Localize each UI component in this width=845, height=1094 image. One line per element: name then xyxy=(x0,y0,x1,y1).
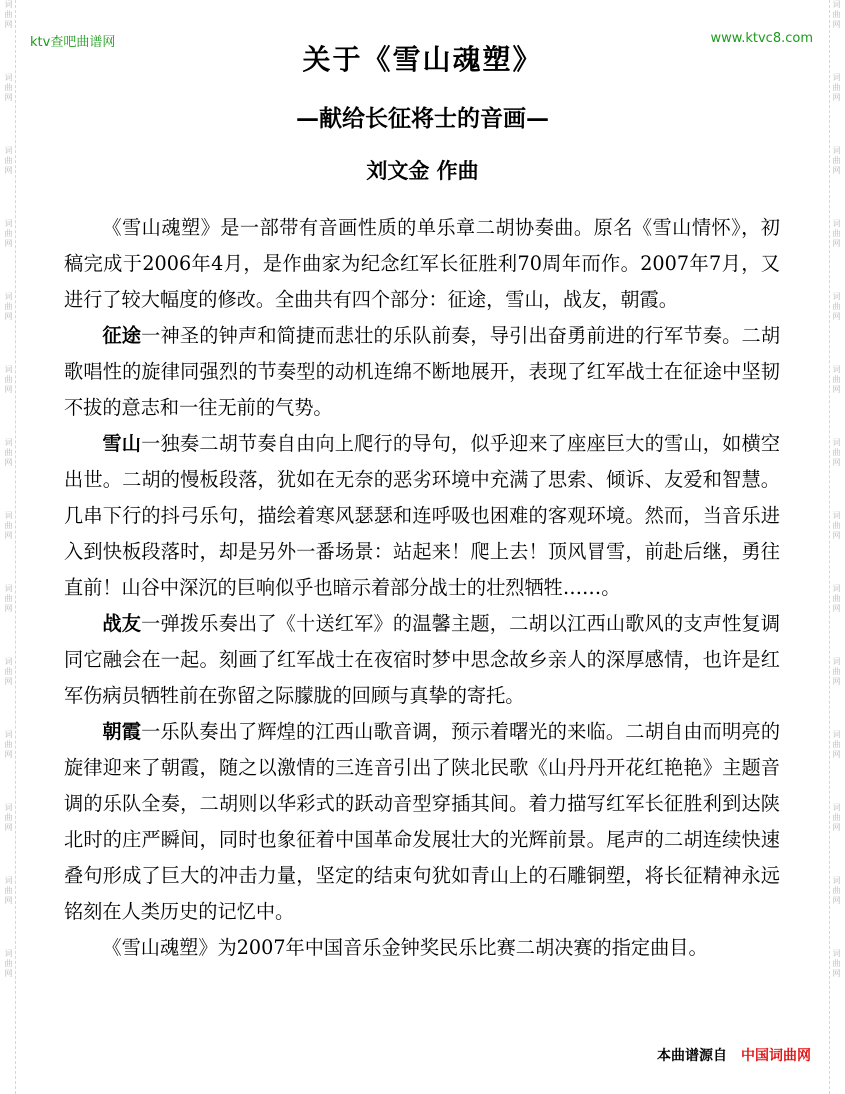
side-watermark-group xyxy=(5,438,13,468)
section-text: 一独奏二胡节奏自由向上爬行的导句，似乎迎来了座座巨大的雪山，如横空出世。二胡的慢板段落，犹如在无奈的恶劣环境中充满了思索、倾诉、友爱和智慧。几串下行的抖弓乐句，描绘着寒风瑟瑟和连呼吸也困难的客观环境。然而，当音乐进入到快板段落时，却是另外一番场景：站起来！爬上去！顶风冒雪，前赴后继，勇往直前！山谷中深沉的巨响似乎也暗示着部分战士的壮烈牺牲……。 xyxy=(64,432,781,599)
side-watermark-char: 网 xyxy=(832,750,841,759)
side-watermark-char: 曲 xyxy=(4,521,13,530)
side-watermark-char: 词 xyxy=(832,657,841,666)
side-watermark-char: 网 xyxy=(832,93,841,102)
side-watermark-char: 网 xyxy=(832,385,841,394)
side-watermark-char: 词 xyxy=(832,730,841,739)
side-watermark-group xyxy=(5,803,13,833)
side-watermark-char: 曲 xyxy=(832,959,841,968)
side-watermark-char: 词 xyxy=(832,511,841,520)
side-watermark-char: 网 xyxy=(4,531,13,540)
side-watermark-char: 网 xyxy=(4,677,13,686)
side-watermark-char: 网 xyxy=(4,969,13,978)
side-watermark-char: 曲 xyxy=(832,375,841,384)
article-body xyxy=(64,210,780,966)
section-heading: 朝霞 xyxy=(102,720,142,743)
side-watermark-char: 网 xyxy=(832,677,841,686)
side-watermark-char: 词 xyxy=(4,511,13,520)
top-right-watermark: www.ktvc8.com xyxy=(710,31,813,46)
side-watermark-group xyxy=(833,511,841,541)
side-watermark-char: 网 xyxy=(832,166,841,175)
side-watermark-char: 词 xyxy=(832,876,841,885)
side-watermark-char: 曲 xyxy=(4,813,13,822)
side-watermark-char: 词 xyxy=(832,584,841,593)
side-watermark-char: 曲 xyxy=(832,229,841,238)
side-watermark-char: 词 xyxy=(4,657,13,666)
side-watermark-char: 词 xyxy=(832,219,841,228)
side-watermark-char: 曲 xyxy=(832,886,841,895)
side-watermark-group xyxy=(5,511,13,541)
side-watermark-char: 词 xyxy=(832,146,841,155)
side-watermark-char: 曲 xyxy=(832,667,841,676)
side-watermark-char: 网 xyxy=(832,458,841,467)
side-watermark-char: 词 xyxy=(4,0,13,9)
side-watermark-group xyxy=(833,0,841,30)
side-watermark-char: 网 xyxy=(4,166,13,175)
side-watermark-char: 网 xyxy=(4,896,13,905)
side-watermark-char: 网 xyxy=(832,896,841,905)
side-watermark-group xyxy=(5,657,13,687)
side-watermark-char: 曲 xyxy=(4,594,13,603)
side-watermark-char: 网 xyxy=(4,385,13,394)
side-watermark-char: 网 xyxy=(4,458,13,467)
side-watermark-char: 词 xyxy=(832,365,841,374)
source-label: 本曲谱源自 xyxy=(657,1048,727,1064)
side-watermark-group xyxy=(5,949,13,979)
side-watermark-char: 网 xyxy=(4,20,13,29)
side-watermark-group xyxy=(833,219,841,249)
page-title: 关于《雪山魂塑》 xyxy=(302,43,543,76)
section-xueshan-paragraph xyxy=(64,426,780,606)
side-watermark-char: 网 xyxy=(4,604,13,613)
section-heading: 雪山 xyxy=(102,432,142,455)
side-watermark-char: 曲 xyxy=(832,448,841,457)
page-subtitle: —献给长征将士的音画— xyxy=(296,105,549,132)
side-watermark-group xyxy=(833,365,841,395)
section-text: 一弹拨乐奏出了《十送红军》的温馨主题，二胡以江西山歌风的支声性复调同它融会在一起。刻画了红军战士在夜宿时梦中思念故乡亲人的深厚感情，也许是红军伤病员牺牲前在弥留之际朦胧的回顾与真挚的寄托。 xyxy=(64,612,781,707)
side-watermark-char: 词 xyxy=(4,73,13,82)
section-zhanyou-paragraph xyxy=(64,606,780,714)
side-watermark-char: 网 xyxy=(832,239,841,248)
side-watermark-group xyxy=(833,657,841,687)
side-watermark-group xyxy=(833,876,841,906)
side-watermark-char: 网 xyxy=(832,823,841,832)
source-footer xyxy=(657,1045,811,1065)
side-watermark-char: 词 xyxy=(4,730,13,739)
side-watermark-char: 词 xyxy=(832,0,841,9)
side-watermark-group xyxy=(833,949,841,979)
side-watermark-char: 网 xyxy=(832,20,841,29)
intro-paragraph: 《雪山魂塑》是一部带有音画性质的单乐章二胡协奏曲。原名《雪山情怀》，初稿完成于2006年4月，是作曲家为纪念红军长征胜利70周年而作。2007年7月，又进行了较大幅度的修改。全曲共有四个部分：征途，雪山，战友，朝霞。 xyxy=(64,216,780,311)
side-watermark-char: 曲 xyxy=(4,959,13,968)
side-watermark-group xyxy=(833,803,841,833)
side-watermark-char: 网 xyxy=(4,750,13,759)
side-watermark-char: 曲 xyxy=(4,667,13,676)
top-left-watermark: ktv查吧曲谱网 xyxy=(30,35,116,50)
side-watermark-char: 网 xyxy=(832,604,841,613)
side-watermark-char: 词 xyxy=(4,949,13,958)
composer-credit: 刘文金 作曲 xyxy=(366,159,479,183)
side-watermark-group xyxy=(5,584,13,614)
side-watermark-char: 词 xyxy=(4,292,13,301)
side-watermark-char: 曲 xyxy=(4,448,13,457)
side-watermark-char: 曲 xyxy=(832,302,841,311)
side-watermark-group xyxy=(5,876,13,906)
side-watermark-char: 词 xyxy=(4,146,13,155)
side-watermark-char: 曲 xyxy=(832,521,841,530)
side-watermark-group xyxy=(833,584,841,614)
side-watermark-char: 词 xyxy=(832,292,841,301)
side-watermark-group xyxy=(5,365,13,395)
side-watermark-char: 曲 xyxy=(832,83,841,92)
side-watermark-char: 网 xyxy=(4,823,13,832)
side-watermark-char: 曲 xyxy=(4,375,13,384)
side-watermark-char: 曲 xyxy=(4,83,13,92)
side-watermark-char: 词 xyxy=(832,803,841,812)
side-watermark-group xyxy=(833,438,841,468)
side-watermark-group xyxy=(833,730,841,760)
section-text: 一乐队奏出了辉煌的江西山歌音调，预示着曙光的来临。二胡自由而明亮的旋律迎来了朝霞，随之以激情的三连音引出了陕北民歌《山丹丹开花红艳艳》主题音调的乐队全奏，二胡则以华彩式的跃动音型穿插其间。着力描写红军长征胜利到达陕北时的庄严瞬间，同时也象征着中国革命发展壮大的光辉前景。尾声的二胡连续快速叠句形成了巨大的冲击力量，坚定的结束句犹如青山上的石雕铜塑，将长征精神永远铭刻在人类历史的记忆中。 xyxy=(64,720,781,923)
side-watermark-group xyxy=(5,0,13,30)
section-heading: 战友 xyxy=(102,612,142,635)
side-watermark-char: 曲 xyxy=(4,156,13,165)
source-site-link[interactable]: 中国词曲网 xyxy=(741,1048,811,1064)
side-watermark-char: 曲 xyxy=(4,229,13,238)
side-watermark-group xyxy=(5,730,13,760)
side-watermark-char: 网 xyxy=(832,312,841,321)
section-zhaoxia-paragraph xyxy=(64,714,780,930)
side-watermark-char: 网 xyxy=(4,239,13,248)
side-watermark-char: 曲 xyxy=(832,594,841,603)
side-watermark-group xyxy=(5,292,13,322)
side-watermark-char: 曲 xyxy=(4,10,13,19)
side-watermark-char: 曲 xyxy=(832,740,841,749)
side-watermark-char: 曲 xyxy=(832,813,841,822)
side-watermark-char: 词 xyxy=(4,803,13,812)
side-watermark-char: 词 xyxy=(4,365,13,374)
side-watermark-char: 曲 xyxy=(4,886,13,895)
side-watermark-char: 网 xyxy=(832,969,841,978)
side-watermark-char: 网 xyxy=(4,93,13,102)
side-watermark-char: 词 xyxy=(832,438,841,447)
side-watermark-group xyxy=(5,219,13,249)
closing-paragraph: 《雪山魂塑》为2007年中国音乐金钟奖民乐比赛二胡决赛的指定曲目。 xyxy=(102,936,708,959)
side-watermark-char: 曲 xyxy=(832,10,841,19)
side-watermark-char: 词 xyxy=(832,73,841,82)
section-zhengtu-paragraph xyxy=(64,318,780,426)
side-watermark-char: 词 xyxy=(4,584,13,593)
side-watermark-char: 曲 xyxy=(4,740,13,749)
side-watermark-char: 词 xyxy=(4,876,13,885)
side-watermark-char: 词 xyxy=(4,219,13,228)
side-watermark-char: 网 xyxy=(832,531,841,540)
side-watermark-char: 曲 xyxy=(4,302,13,311)
side-watermark-char: 网 xyxy=(4,312,13,321)
section-text: 一神圣的钟声和简捷而悲壮的乐队前奏，导引出奋勇前进的行军节奏。二胡歌唱性的旋律同强烈的节奏型的动机连绵不断地展开，表现了红军战士在征途中坚韧不拔的意志和一往无前的气势。 xyxy=(64,324,781,419)
side-watermark-char: 词 xyxy=(4,438,13,447)
section-heading: 征途 xyxy=(102,324,142,347)
side-watermark-char: 曲 xyxy=(832,156,841,165)
side-watermark-group xyxy=(833,292,841,322)
side-watermark-char: 词 xyxy=(832,949,841,958)
